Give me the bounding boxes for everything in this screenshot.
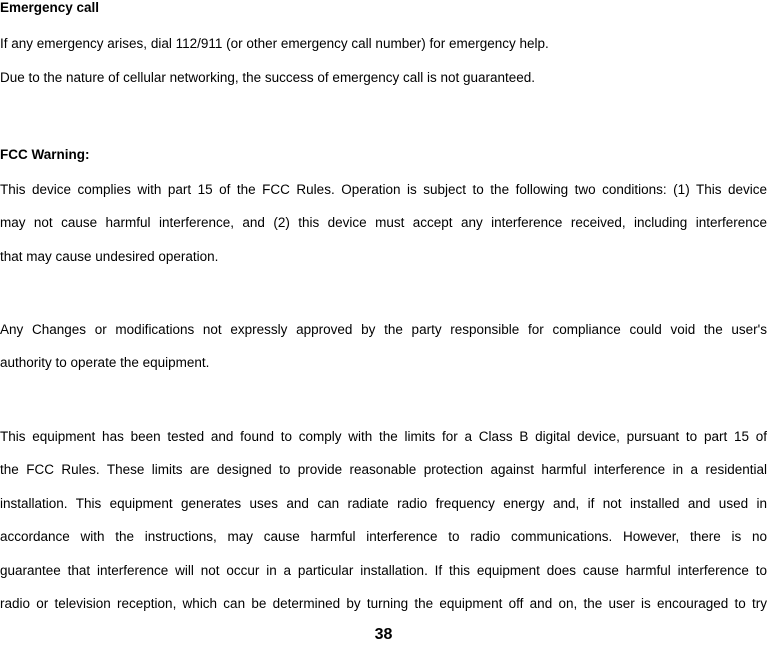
page-number: 38 [374, 626, 393, 643]
fcc-p3-line-3: installation. This equipment generates uses and can radiate radio frequency energy and, if not installed and used in [0, 496, 767, 511]
fcc-p3-line-2: the FCC Rules. These limits are designed to provide reasonable protection against harmful interference in a residential [0, 462, 767, 477]
emergency-call-heading: Emergency call [0, 0, 100, 15]
fcc-p1-line-1: This device complies with part 15 of the FCC Rules. Operation is subject to the following two conditions: (1) This device [0, 182, 767, 197]
fcc-warning-heading: FCC Warning: [0, 147, 90, 162]
fcc-p1-line-3: that may cause undesired operation. [0, 249, 219, 264]
fcc-p2-line-2: authority to operate the equipment. [0, 355, 210, 370]
fcc-p3-line-6: radio or television reception, which can be determined by turning the equipment off and on, the user is encouraged to try [0, 596, 767, 611]
fcc-p3-line-4: accordance with the instructions, may cause harmful interference to radio communications. However, there is no [0, 529, 767, 544]
emergency-text-line-1: If any emergency arises, dial 112/911 (or other emergency call number) for emergency help. [0, 36, 549, 51]
fcc-p3-line-1: This equipment has been tested and found to comply with the limits for a Class B digital device, pursuant to part 15 of [0, 429, 767, 444]
fcc-p2-line-1: Any Changes or modifications not expressly approved by the party responsible for compliance could void the user's [0, 322, 767, 337]
fcc-p1-line-2: may not cause harmful interference, and (2) this device must accept any interference received, including interference [0, 215, 767, 230]
emergency-text-line-2: Due to the nature of cellular networking, the success of emergency call is not guaranteed. [0, 70, 536, 85]
fcc-p3-line-5: guarantee that interference will not occur in a particular installation. If this equipment does cause harmful interference to [0, 563, 767, 578]
